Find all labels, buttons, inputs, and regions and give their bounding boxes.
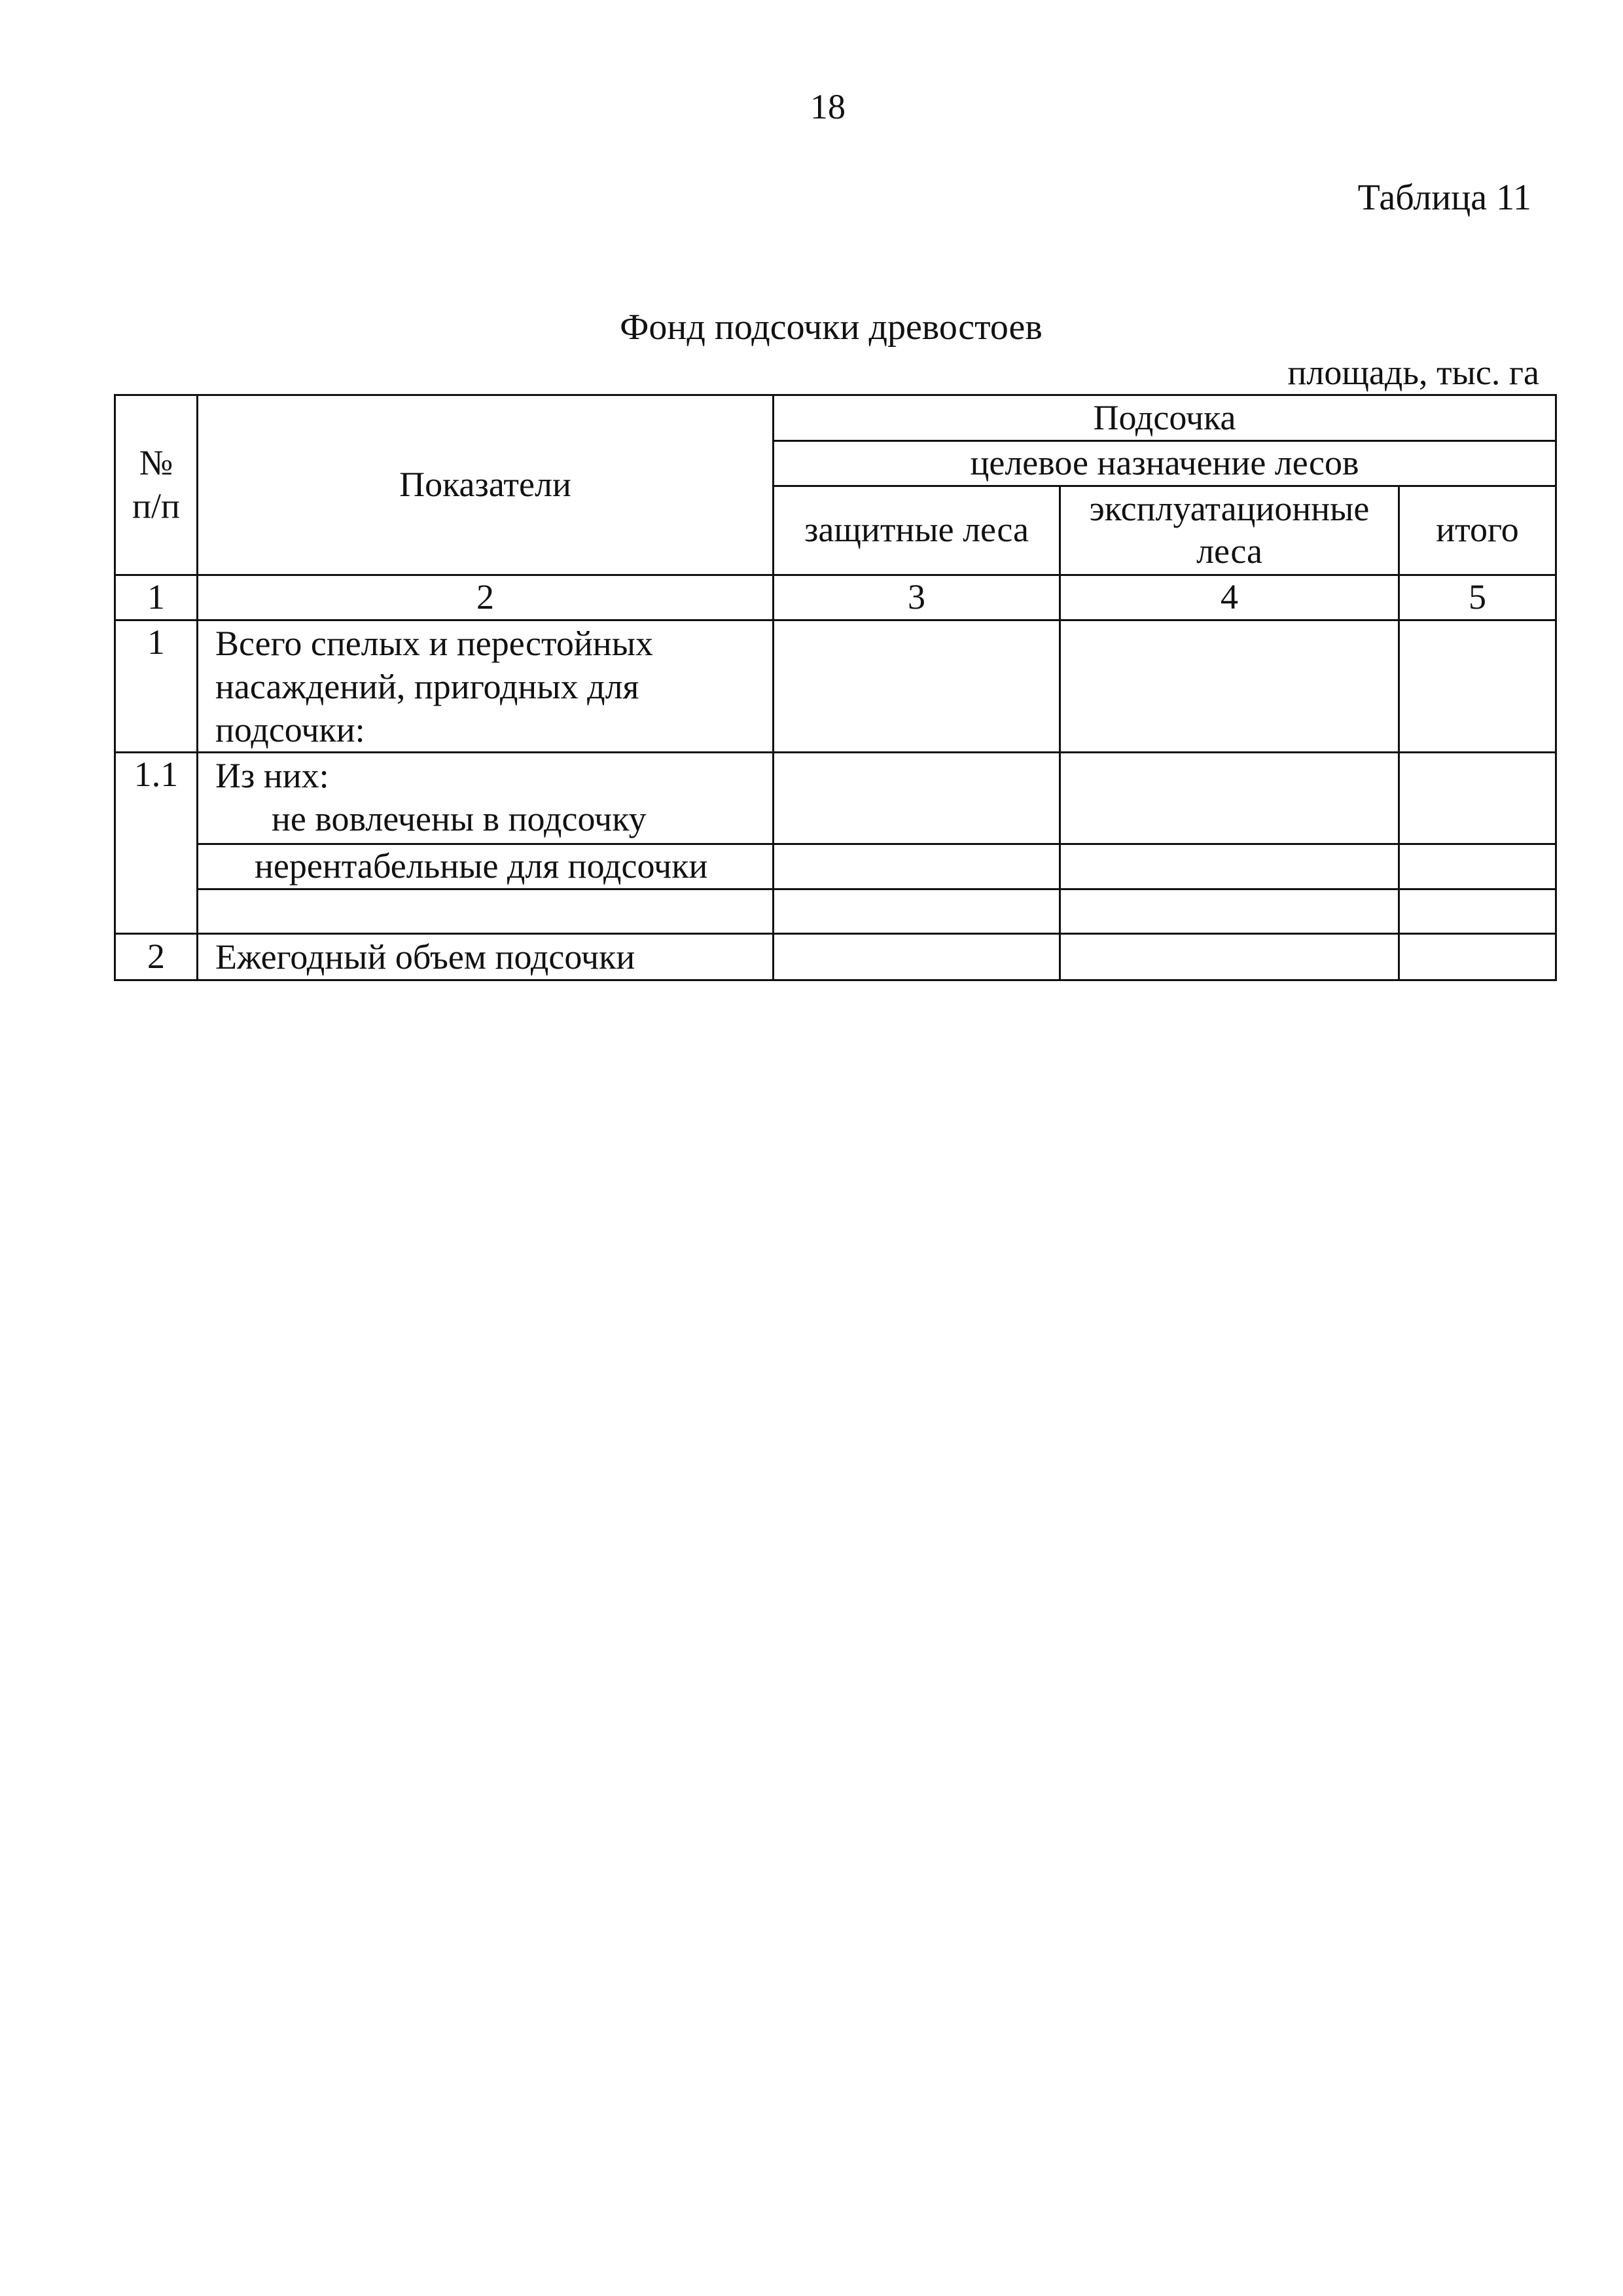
row-1-1a-exploitation-value bbox=[1060, 753, 1399, 844]
header-row-1 bbox=[115, 395, 1556, 441]
row-2-exploitation-value bbox=[1060, 934, 1399, 980]
header-col-exploitation-line2: леса bbox=[1196, 531, 1262, 571]
header-group-podsochka: Подсочка bbox=[774, 395, 1556, 441]
header-subgroup-purpose: целевое назначение лесов bbox=[774, 441, 1556, 486]
column-number-row bbox=[115, 575, 1556, 620]
row-1-1a-protective-value bbox=[774, 753, 1060, 844]
table-row-2 bbox=[115, 934, 1556, 980]
row-1-1-unprofitable: нерентабельные для подсочки bbox=[198, 844, 774, 889]
row-1-1c-protective-value bbox=[774, 889, 1060, 934]
row-1-indicator: Всего спелых и перестойных насаждений, пригодных для подсочки: bbox=[198, 620, 774, 753]
header-col-exploitation-line1: эксплуатационные bbox=[1089, 488, 1370, 528]
header-indicators: Показатели bbox=[198, 395, 774, 575]
table-label: Таблица 11 bbox=[1357, 177, 1531, 218]
row-1-1c-exploitation-value bbox=[1060, 889, 1399, 934]
column-number-5: 5 bbox=[1399, 575, 1556, 620]
column-number-2: 2 bbox=[198, 575, 774, 620]
table-row-1-1-unprofitable bbox=[115, 844, 1556, 889]
row-1-exploitation-value bbox=[1060, 620, 1399, 753]
document-title: Фонд подсочки древостоев bbox=[620, 307, 1043, 348]
units-note: площадь, тыс. га bbox=[1287, 353, 1539, 392]
row-2-number: 2 bbox=[115, 934, 198, 980]
row-1-1b-exploitation-value bbox=[1060, 844, 1399, 889]
row-2-indicator: Ежегодный объем подсочки bbox=[198, 934, 774, 980]
row-1-1b-total-value bbox=[1399, 844, 1556, 889]
row-1-1-number: 1.1 bbox=[115, 753, 198, 934]
row-1-1-label: Из них: bbox=[215, 756, 329, 796]
row-2-protective-value bbox=[774, 934, 1060, 980]
row-1-1-indicator bbox=[198, 753, 774, 844]
header-number-symbol: № bbox=[139, 443, 173, 483]
header-col-protective: защитные леса bbox=[774, 486, 1060, 575]
row-1-1c-total-value bbox=[1399, 889, 1556, 934]
row-2-total-value bbox=[1399, 934, 1556, 980]
row-1-number: 1 bbox=[115, 620, 198, 753]
header-number-cell bbox=[115, 395, 198, 575]
row-1-total-value bbox=[1399, 620, 1556, 753]
table-row-1-1 bbox=[115, 753, 1556, 844]
row-1-1b-protective-value bbox=[774, 844, 1060, 889]
column-number-1: 1 bbox=[115, 575, 198, 620]
table-row-1-1-empty bbox=[115, 889, 1556, 934]
column-number-4: 4 bbox=[1060, 575, 1399, 620]
page-number: 18 bbox=[810, 87, 846, 126]
row-1-1a-total-value bbox=[1399, 753, 1556, 844]
row-1-1-not-involved: не вовлечены в подсочку bbox=[272, 799, 647, 839]
fund-table bbox=[114, 394, 1557, 981]
row-1-1c-indicator bbox=[198, 889, 774, 934]
header-col-total: итого bbox=[1399, 486, 1556, 575]
table-row-1 bbox=[115, 620, 1556, 753]
header-col-exploitation bbox=[1060, 486, 1399, 575]
column-number-3: 3 bbox=[774, 575, 1060, 620]
row-1-protective-value bbox=[774, 620, 1060, 753]
header-number-pp: п/п bbox=[132, 486, 180, 526]
